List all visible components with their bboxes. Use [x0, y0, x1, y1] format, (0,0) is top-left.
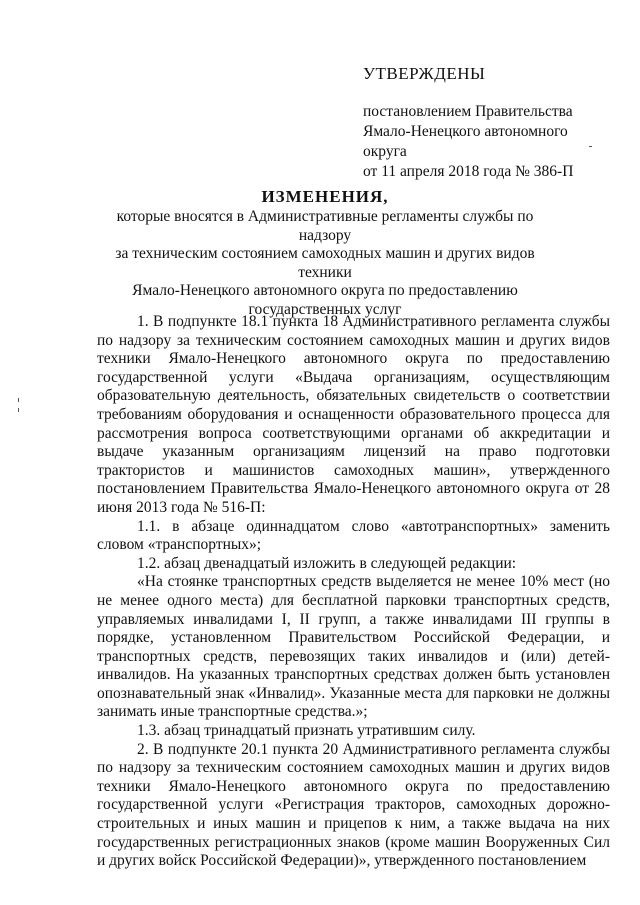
scan-speck: [589, 146, 592, 147]
approval-heading: УТВЕРЖДЕНЫ: [363, 64, 486, 83]
paragraph-item-2: 2. В подпункте 20.1 пункта 20 Административного регламента службы по надзору за техническим состоянием самоходных машин и других видов техники Ямало-Ненецкого автономного округа по предоставлению государственной услуги «Регистрация тракторов, самоходных дорожно-строительных и иных машин и прицепов к ним, а также выдача на них государственных регистрационных знаков (кроме машин Вооруженных Сил и других войск Российской Федерации)», утвержденного постановлением: [97, 740, 610, 870]
document-title-block: [90, 187, 560, 319]
scan-speck: [18, 408, 19, 412]
paragraph-quote: «На стоянке транспортных средств выделяется не менее 10% мест (но не менее одного места) для бесплатной парковки транспортных средств, управляемых инвалидами I, II групп, а также инвалидами III группы в порядке, установленном Правительством Российской Федерации, и транспортных средств, перевозящих таких инвалидов и (или) детей-инвалидов. На указанных транспортных средствах должен быть установлен опознавательный знак «Инвалид». Указанные места для парковки не должны занимать иные транспортные средства.»;: [97, 573, 610, 721]
paragraph-item-1-2: 1.2. абзац двенадцатый изложить в следующей редакции:: [137, 554, 517, 572]
title-subline-2: за техническим состоянием самоходных машин и других видов техники: [115, 245, 535, 281]
approval-line-2: Ямало-Ненецкого автономного округа: [363, 123, 568, 160]
approval-line-3: от 11 апреля 2018 года № 386-П: [363, 163, 574, 180]
scan-speck: [18, 398, 19, 402]
title-subline-1: которые вносятся в Административные регламенты службы по надзору: [116, 208, 534, 244]
paragraph-item-1: 1. В подпункте 18.1 пункта 18 Административного регламента службы по надзору за техническим состоянием самоходных машин и других видов техники Ямало-Ненецкого автономного округа по предоставлению государственной услуги «Выдача организациям, осуществляющим образовательную деятельность, обязательных свидетельств о соответствии требованиям оборудования и оснащенности образовательного процесса для рассмотрения вопроса соответствующими органами об аккредитации и выдаче указанным организациям лицензий на право подготовки трактористов и машинистов самоходных машин», утвержденного постановлением Правительства Ямало-Ненецкого автономного округа от 28 июня 2013 года № 516-П:: [97, 313, 610, 516]
document-body: [97, 313, 610, 871]
paragraph-item-1-3: 1.3. абзац тринадцатый признать утратившим силу.: [137, 722, 476, 740]
approval-line-1: постановлением Правительства: [363, 103, 573, 120]
title-subline-3: Ямало-Ненецкого автономного округа по предоставлению: [132, 282, 518, 299]
title-subline-4: государственных услуг: [248, 300, 402, 318]
paragraph-item-1-1: 1.1. в абзаце одиннадцатом слово «автотранспортных» заменить словом «транспортных»;: [97, 517, 610, 554]
approval-block: [363, 62, 613, 182]
document-title: ИЗМЕНЕНИЯ,: [261, 187, 389, 206]
